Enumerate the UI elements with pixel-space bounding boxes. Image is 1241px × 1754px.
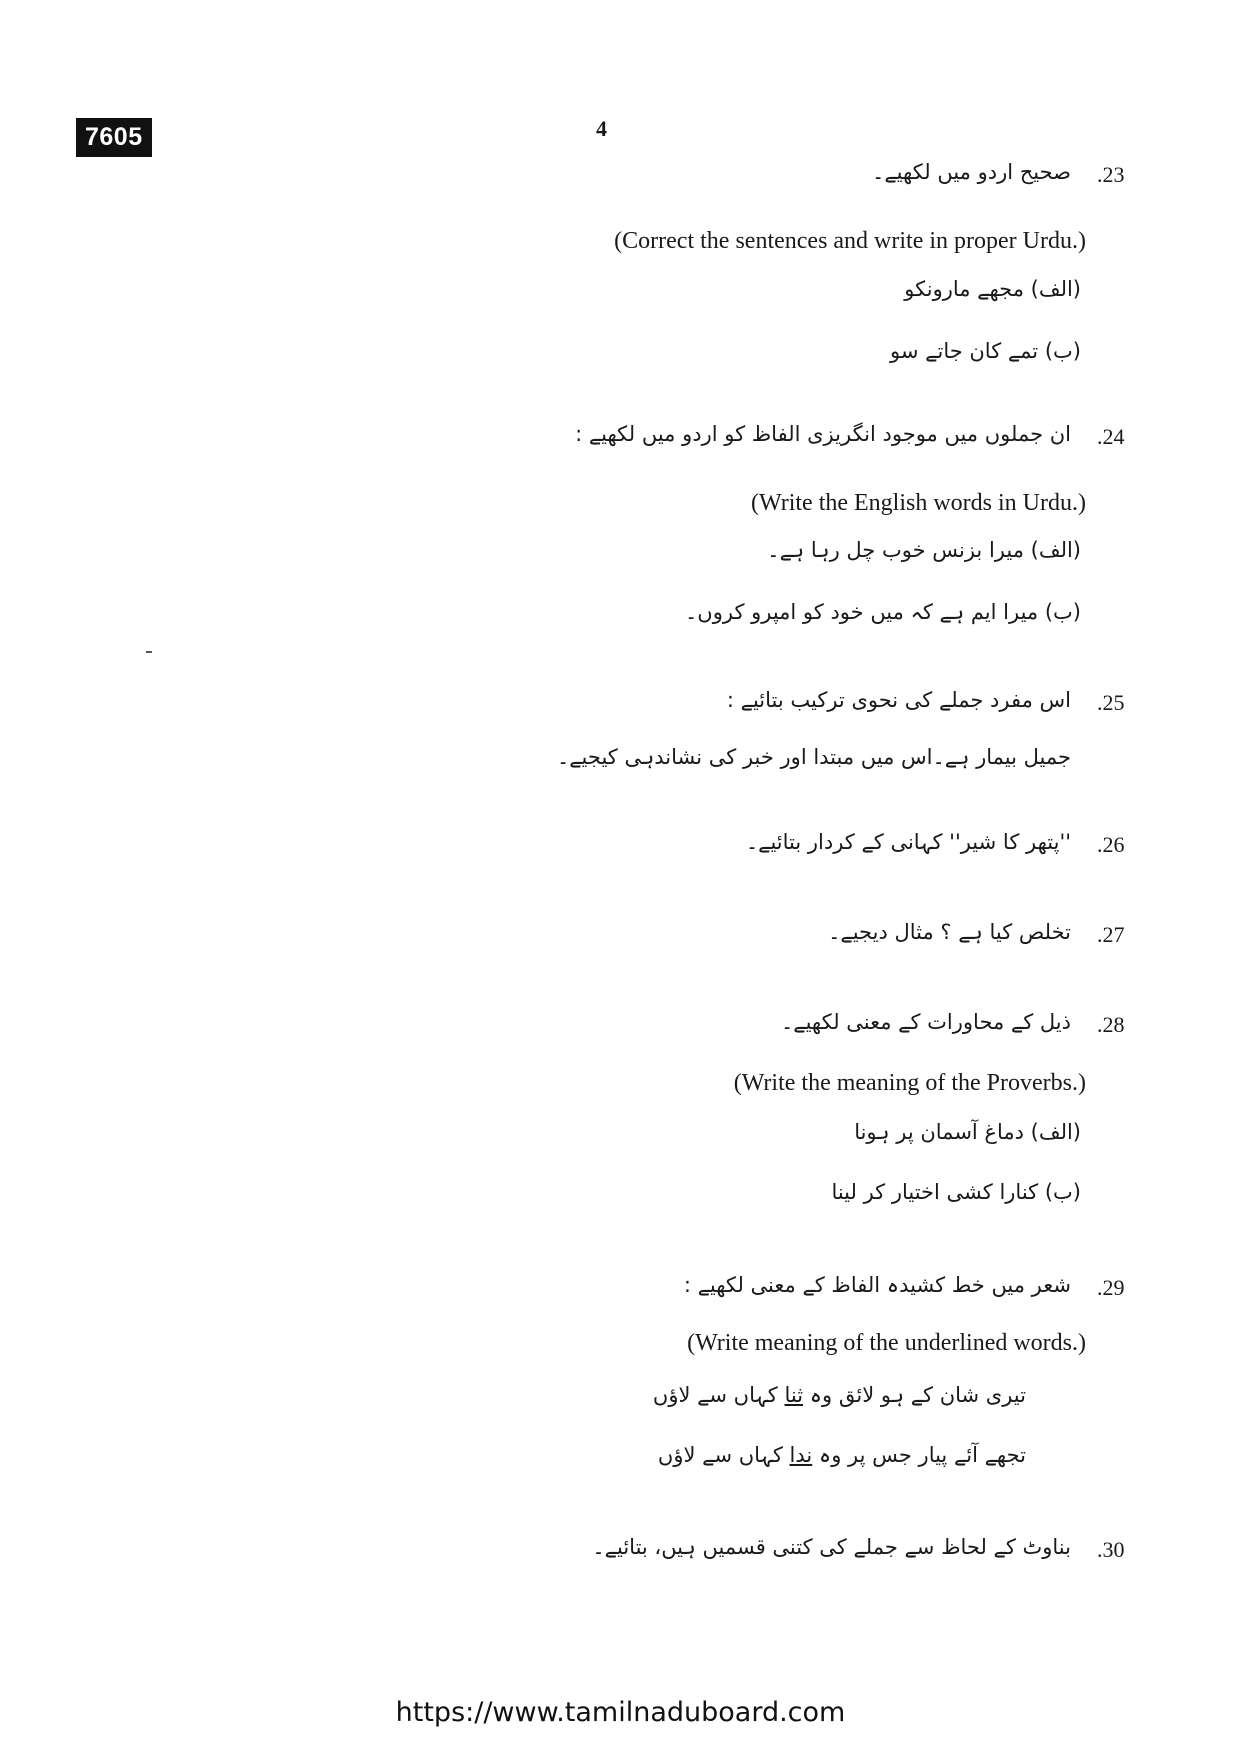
question-urdu: تخلص کیا ہے ؟ مثال دیجیے۔	[828, 920, 1071, 944]
question-urdu: بناوٹ کے لحاظ سے جملے کی کتنی قسمیں ہیں، بتائیے۔	[592, 1535, 1071, 1559]
question-urdu: ذیل کے محاورات کے معنی لکھیے۔	[780, 1010, 1071, 1034]
question-number: .27	[1097, 922, 1125, 947]
question-english: (Write the English words in Urdu.)	[751, 490, 1086, 516]
underlined-word: ندا	[789, 1443, 813, 1467]
option-a: (الف) میرا بزنس خوب چل رہا ہے۔	[767, 538, 1081, 562]
question-english: (Write meaning of the underlined words.)	[687, 1330, 1086, 1356]
verse-text: کہاں سے لاؤں	[652, 1383, 785, 1407]
question-number: .23	[1097, 162, 1125, 187]
question-number: .26	[1097, 832, 1125, 857]
verse-text: کہاں سے لاؤں	[657, 1443, 790, 1467]
question-number: .30	[1097, 1537, 1125, 1562]
question-english: (Write the meaning of the Proverbs.)	[733, 1070, 1086, 1096]
question-urdu: ان جملوں میں موجود انگریزی الفاظ کو اردو میں لکھیے :	[575, 422, 1071, 446]
verse-line-1	[653, 1383, 1026, 1407]
paper-code-badge: 7605	[76, 118, 152, 157]
question-english: (Correct the sentences and write in proper Urdu.)	[614, 228, 1086, 254]
verse-line-2	[658, 1443, 1026, 1467]
question-number: .24	[1097, 424, 1125, 449]
question-urdu: اس مفرد جملے کی نحوی ترکیب بتائیے :	[726, 688, 1071, 712]
option-b: (ب) کنارا کشی اختیار کر لینا	[831, 1180, 1081, 1204]
scan-mark	[146, 651, 152, 653]
question-number: .28	[1097, 1012, 1125, 1037]
option-b: (ب) تمے کان جاتے سو	[890, 339, 1081, 363]
underlined-word: ثنا	[784, 1383, 804, 1407]
option-b: (ب) میرا ایم ہے کہ میں خود کو امپرو کروں۔	[684, 600, 1081, 624]
option-a: (الف) مجھے مارونکو	[904, 277, 1081, 301]
question-sentence: جمیل بیمار ہے۔اس میں مبتدا اور خبر کی نشاندہی کیجیے۔	[556, 745, 1071, 769]
question-number: .25	[1097, 690, 1125, 715]
verse-text: تیری شان کے ہو لائق وہ	[803, 1383, 1026, 1407]
question-urdu: صحیح اردو میں لکھیے۔	[872, 160, 1071, 184]
question-number: .29	[1097, 1275, 1125, 1300]
verse-text: تجھے آئے پیار جس پر وہ	[812, 1443, 1026, 1467]
source-url: https://www.tamilnaduboard.com	[395, 1697, 846, 1728]
page-number: 4	[596, 116, 607, 141]
question-urdu: ''پتھر کا شیر'' کہانی کے کردار بتائیے۔	[745, 830, 1071, 854]
question-urdu: شعر میں خط کشیدہ الفاظ کے معنی لکھیے :	[683, 1273, 1071, 1297]
option-a: (الف) دماغ آسمان پر ہونا	[854, 1120, 1081, 1144]
